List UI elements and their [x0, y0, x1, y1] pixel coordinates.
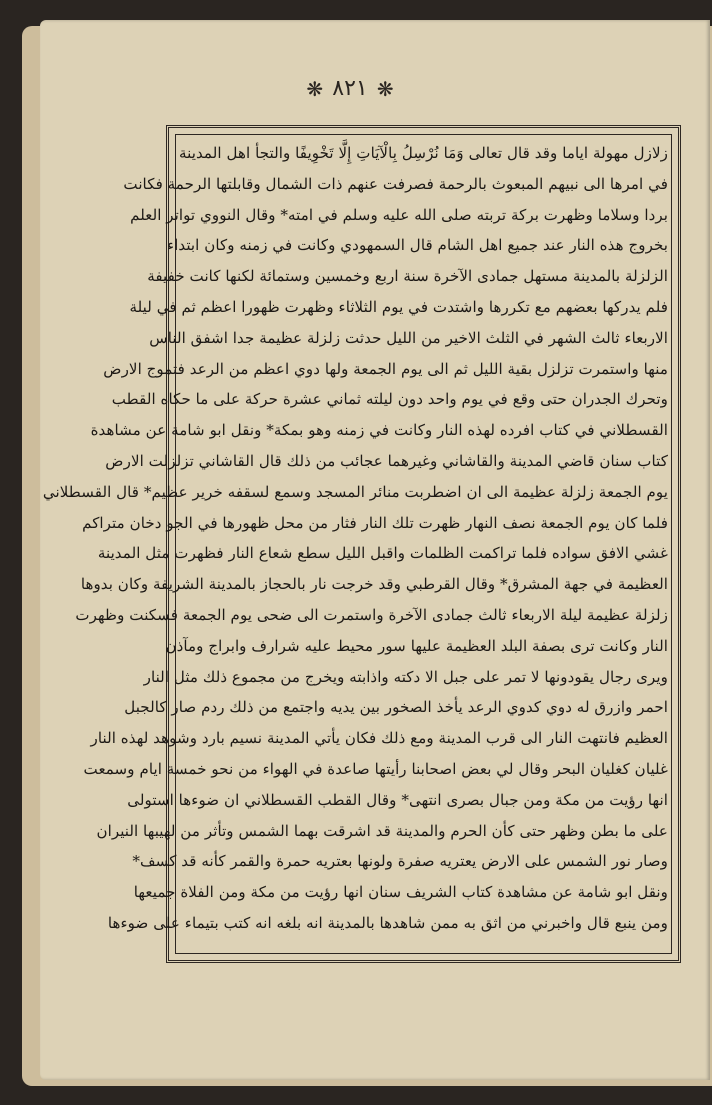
text-line: فلم يدركها بعضهم مع تكررها واشتدت في يوم الثلاثاء وظهرت ظهورا اعظم ثم في ليلة	[129, 297, 668, 316]
ornament-icon: ❋	[376, 76, 394, 101]
text-line: في امرها الى نبيهم المبعوث بالرحمة فصرفت عنهم ذات الشمال وقابلتها الرحمة فكانت	[123, 174, 668, 193]
text-line: ونقل ابو شامة عن مشاهدة كتاب الشريف سنان انها رؤيت من مكة ومن الفلاة جميعها	[133, 883, 668, 902]
text-line: وتحرك الجدران حتى وقع في يوم واحد دون ليلته ثماني عشرة حركة على ما حكاه القطب	[111, 390, 668, 409]
text-line: الزلزلة بالمدينة مستهل جمادى الآخرة سنة اربع وخمسين وستمائة لكنها كانت خفيفة	[147, 267, 668, 286]
text-line: ويرى رجال يقودونها لا تمر على جبل الا دكته واذابته ويخرج من مجموع ذلك مثل النار	[143, 667, 668, 686]
text-line: زلزلة عظيمة ليلة الاربعاء ثالث جمادى الآخرة واستمرت الى ضحى يوم الجمعة فسكنت وظهرت	[75, 605, 668, 624]
text-line: غليان كغليان البحر وقال لي بعض اصحابنا رأيتها صاعدة في الهواء من نحو خمسة ايام وسمعت	[83, 759, 668, 778]
text-line: بردا وسلاما وظهرت بركة تربته صلى الله عليه وسلم في امته* وقال النووي تواتر العلم	[130, 205, 668, 224]
text-line: فلما كان يوم الجمعة نصف النهار ظهرت تلك النار فثار من محل ظهورها في الجو دخان متراكم	[82, 513, 668, 532]
text-line: العظيم فانتهت النار الى قرب المدينة ومع ذلك فكان يأتي المدينة نسيم بارد وشوهد لهذه النار	[90, 729, 668, 748]
arabic-text-block	[42, 138, 668, 950]
text-line: العظيمة في جهة المشرق* وقال القرطبي وقد خرجت نار بالحجاز بالمدينة الشريفة وكان بدوها	[80, 575, 668, 594]
text-line: انها رؤيت من مكة ومن جبال بصرى انتهى* وقال القطب القسطلاني ان ضوءها استولى	[127, 790, 668, 809]
text-line: غشي الافق سواده فلما تراكمت الظلمات واقبل الليل سطع شعاع النار فظهرت مثل المدينة	[97, 544, 668, 563]
text-line: منها واستمرت تزلزل بقية الليل ثم الى يوم الجمعة ولها دوي اعظم من الرعد فتموج الارض	[103, 359, 668, 378]
text-line: وصار نور الشمس على الارض يعتريه صفرة ولونها بعتريه حمرة والقمر كأنه قد كسف*	[132, 852, 668, 871]
page-header	[0, 70, 700, 114]
text-frame-border	[42, 125, 681, 963]
ornament-icon: ❋	[306, 76, 324, 101]
text-line: كتاب سنان قاضي المدينة والقاشاني وغيرهما عجائب من ذلك قال القاشاني تزلزلت الارض	[105, 451, 668, 470]
text-line: ومن ينبع قال واخبرني من اثق به ممن شاهدها بالمدينة انه بلغه انه كتب بتيماء على ضوءها	[107, 913, 668, 932]
text-line: على ما بطن وظهر حتى كأن الحرم والمدينة قد اشرقت بهما الشمس وتأثر من لهيبها النيران	[96, 821, 668, 840]
text-line: الاربعاء ثالث الشهر في الثلث الاخير من الليل حدثت زلزلة عظيمة جدا اشفق الناس	[149, 328, 668, 347]
text-line: زلازل مهولة اياما وقد قال تعالى وَمَا نُرْسِلُ بِالْآيَاتِ إِلَّا تَخْوِيفًا والتجأ اهل المدينة	[179, 144, 668, 162]
text-line: النار وكانت ترى بصفة البلد العظيمة عليها سور محيط عليه شرارف وابراج ومآذن	[165, 636, 668, 655]
text-line: بخروج هذه النار عند جميع اهل الشام قال السمهودي وكانت في زمنه وكان ابتداء	[167, 236, 668, 255]
text-line: يوم الجمعة زلزلة عظيمة الى ان اضطربت منائر المسجد وسمع لسقفه خرير عظيم* قال القسطلاني	[42, 482, 668, 501]
page-number: ٨٢١	[332, 76, 368, 101]
text-line: القسطلاني في كتاب افرده لهذه النار وكانت في زمنه وهو بمكة* ونقل ابو شامة عن مشاهدة	[90, 421, 668, 440]
text-line: احمر وازرق له دوي كدوي الرعد يأخذ الصخور بين يديه واجتمع من ذلك ردم صار كالجبل	[124, 698, 668, 717]
